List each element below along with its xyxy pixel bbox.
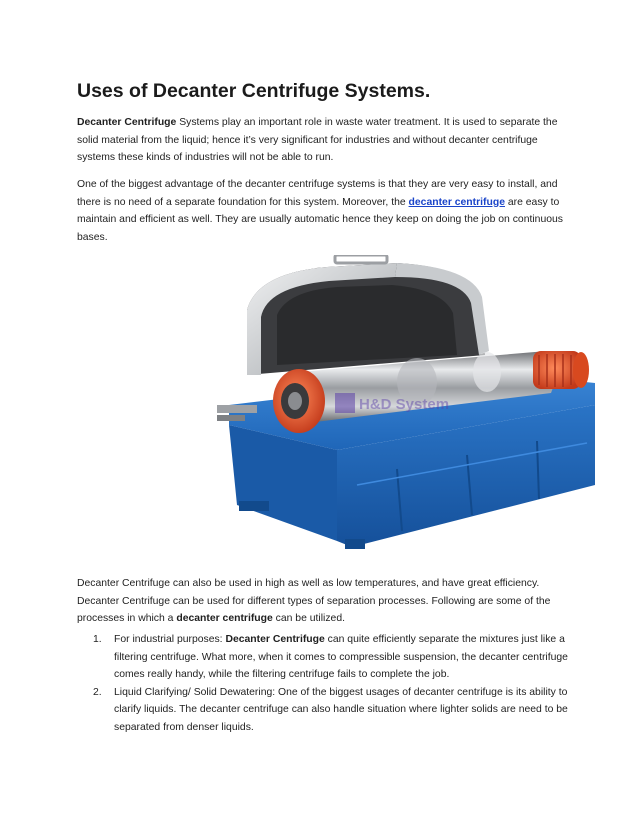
list-item xyxy=(77,684,569,737)
intro-paragraph xyxy=(77,114,569,167)
advantage-text-before: One of the biggest advantage of the decanter centrifuge systems is that they are very easy to install, and there is no need of a separate foundation for this system. Moreover, the xyxy=(77,179,558,208)
processes-text-after: can be utilized. xyxy=(272,613,345,624)
list-item-number: 1. xyxy=(93,634,102,645)
list-item-text-before: For industrial purposes: xyxy=(114,634,226,645)
advantage-paragraph xyxy=(77,176,569,246)
processes-bold: decanter centrifuge xyxy=(176,613,273,624)
decanter-centrifuge-image xyxy=(217,255,607,560)
list-item xyxy=(77,631,569,684)
advantage-text-after: are easy to maintain and efficient as well. They are usually automatic hence they keep on doing the job on continuous bases. xyxy=(77,196,563,243)
page-title: Uses of Decanter Centrifuge Systems. xyxy=(77,80,431,102)
list-item-bold: Decanter Centrifuge xyxy=(225,634,325,645)
intro-bold-lead: Decanter Centrifuge xyxy=(77,117,177,128)
processes-paragraph xyxy=(77,575,569,628)
decanter-centrifuge-link[interactable]: decanter centrifuge xyxy=(408,196,505,208)
list-item-text-after: can quite efficiently separate the mixtures just like a filtering centrifuge. What more, when it comes to compressible suspension, the decanter centrifuge comes really handy, while the filtering centrifuge fails to complete the job. xyxy=(114,634,568,680)
list-item-number: 2. xyxy=(93,686,102,698)
uses-list xyxy=(77,631,569,736)
image-watermark: H&D System xyxy=(359,396,450,413)
processes-text-before: Decanter Centrifuge can also be used in high as well as low temperatures, and have great efficiency. Decanter Centrifuge can be used for different types of separation processes. Following are some of the processes in which a xyxy=(77,578,551,624)
list-item-text-before: Liquid Clarifying/ Solid Dewatering: One of the biggest usages of decanter centrifuge is its ability to clarify liquids. The decanter centrifuge can also handle situation where lighter solids are need to be separated from denser liquids. xyxy=(114,686,568,733)
intro-text: Systems play an important role in waste water treatment. It is used to separate the solid material from the liquid; hence it’s very significant for industries and without decanter centrifuge systems these kinds of industries will not be able to run. xyxy=(77,117,558,163)
